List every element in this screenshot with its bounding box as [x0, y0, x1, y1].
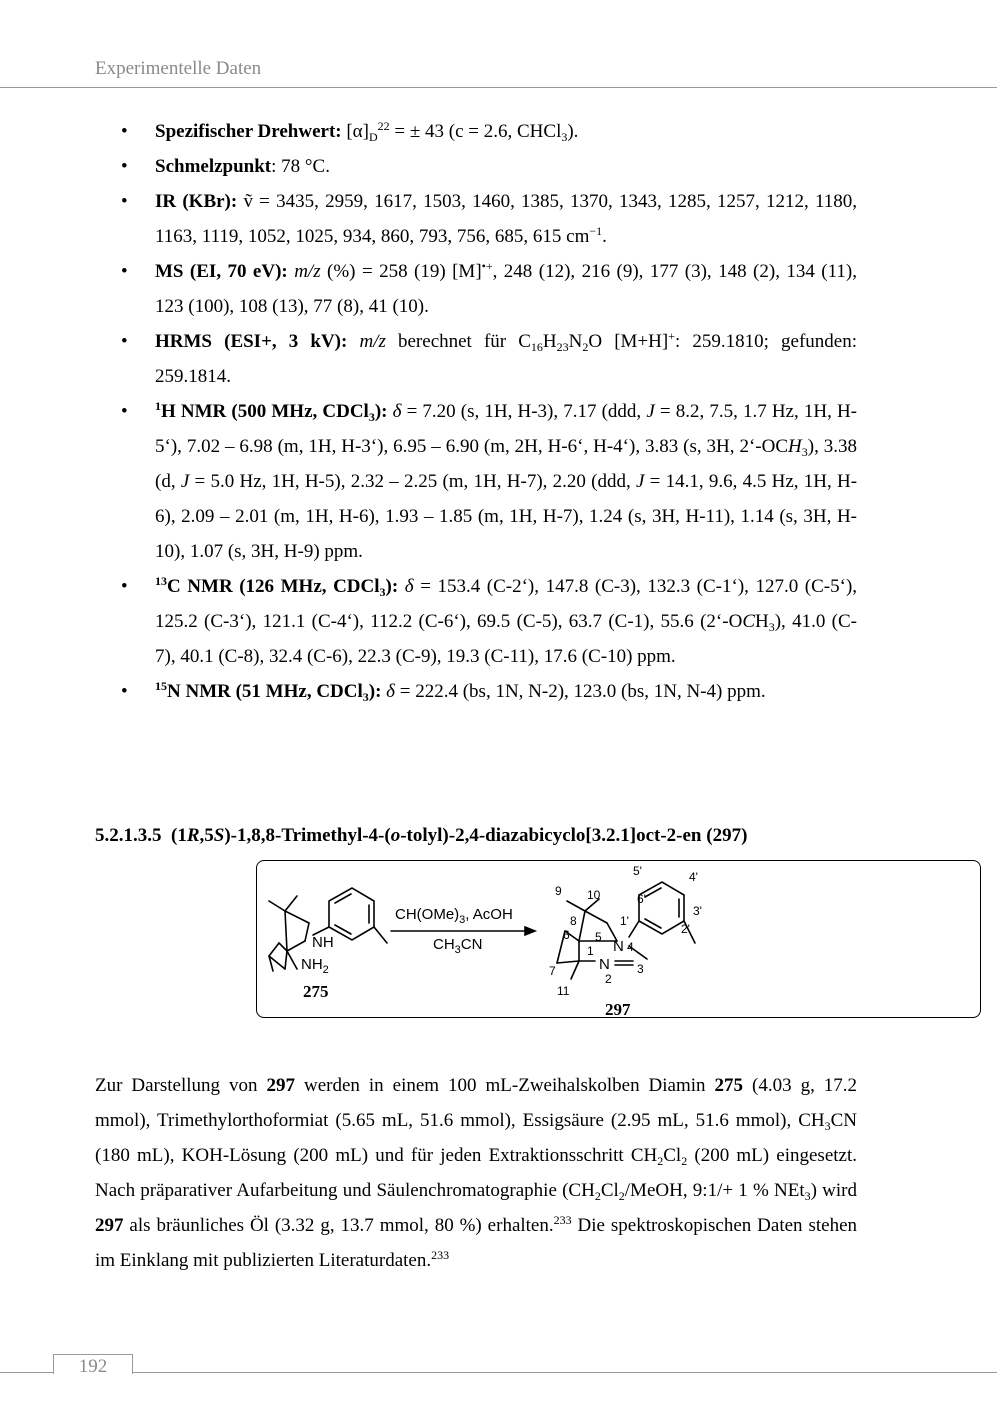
reference-233: 233: [431, 1248, 450, 1262]
ms-item: • MS (EI, 70 eV): m/z (%) = 258 (19) [M]•+, 248 (12), 216 (9), 177 (3), 148 (2), 134 (11), 123 (100), 108 (13), 77 (8), 41 (10).: [95, 254, 857, 324]
atom-n4: N: [613, 938, 624, 955]
locant-10: 10: [587, 888, 601, 902]
h-nmr-item: • $^1$H NMR (500 MHz, CDCl$_3$): δ = 7.20 (s, 1H, H-3), 7.17 (ddd, J = 8.2, 7.5, 1.7 Hz, 1H, H-5‘), 7.02 – 6.98 (m, 1H, H-3‘), 6.95 – 6.90 (m, 2H, H-6‘, H-4‘), 3.83 (s, 3H, $2‘-OCH_3$), 3.38 (d, J = 5.0 Hz, 1H, H-5), 2.32 – 2.25 (m, 1H, H-7), 2.20 (ddd, J = 14.1, 9.6, 4.5 Hz, 1H, H-6), 2.09 – 2.01 (m, 1H, H-6), 1.93 – 1.85 (m, 1H, H-7), 1.24 (s, 3H, H-11), 1.14 (s, 3H, H-10), 1.07 (s, 3H, H-9) ppm.: [95, 394, 857, 569]
page-number: 192: [53, 1354, 133, 1374]
analytical-data-list: [95, 114, 857, 709]
atom-n2: N: [599, 956, 610, 973]
product-label: 297: [605, 1000, 631, 1019]
header-rule: [0, 87, 997, 88]
hrms-item: • HRMS (ESI+, 3 kV): m/z berechnet für $C_{16}H_{23}N_2O$ [M+H]+: 259.1810; gefunden: 259.1814.: [95, 324, 857, 394]
procedure-paragraph: Zur Darstellung von 297 werden in einem 100 mL-Zweihalskolben Diamin 275 (4.03 g, 17.2 mmol), Trimethylorthoformiat (5.65 mL, 51.6 mmol), Essigsäure (2.95 mL, 51.6 mmol), $CH_3CN$ (180 mL), KOH-Lösung (200 mL) und für jeden Extraktionsschritt $CH_2Cl_2$ (200 mL) eingesetzt. Nach präparativer Aufarbeitung und Säulenchromatographie ($CH_2Cl_2$/MeOH, 9:1/+ 1 % NEt$_3$) wird 297 als bräunliches Öl (3.32 g, 13.7 mmol, 80 %) erhalten.$^{233}$ Die spektroskopischen Daten stehen im Einklang mit publizierten Literaturdaten.$^{233}$: [95, 1075, 858, 1271]
label: $^1$H NMR (500 MHz, CDCl$_3$):: [155, 399, 388, 424]
label: Schmelzpunkt: [155, 156, 272, 177]
ir-item: • IR (KBr): ṽ = 3435, 2959, 1617, 1503, 1460, 1385, 1370, 1343, 1285, 1257, 1212, 1180, 1163, 1119, 1052, 1025, 934, 860, 793, 756, 685, 615 $cm^{-1}$.: [95, 184, 857, 254]
locant-3prime: 3': [693, 904, 702, 918]
locant-2prime: 2': [681, 922, 690, 936]
reagent-bottom: $CH_3CN$: [433, 936, 483, 956]
locant-3: 3: [637, 962, 644, 976]
reagent-top: $CH(OMe)_3$, AcOH: [395, 906, 513, 926]
optical-rotation-item: • Spezifischer Drehwert: $[\alpha]_D^{22}$ = ± 43 (c = 2.6, CHCl$_3$).: [95, 114, 857, 149]
label: Spezifischer Drehwert:: [155, 121, 342, 142]
locant-4prime: 4': [689, 870, 698, 884]
locant-5: 5: [595, 930, 602, 944]
locant-9: 9: [555, 884, 562, 898]
locant-6prime: 6': [637, 892, 646, 906]
label: HRMS (ESI+, 3 kV):: [155, 331, 348, 352]
label: MS (EI, 70 eV):: [155, 261, 288, 282]
footer-rule: [0, 1372, 997, 1373]
label: $^{15}$N NMR (51 MHz, CDCl$_3$):: [155, 679, 382, 704]
label: IR (KBr):: [155, 191, 238, 212]
locant-1: 1: [587, 944, 594, 958]
reactant-label: 275: [303, 982, 329, 1001]
section-heading: 5.2.1.3.5 (1R,5S)-1,8,8-Trimethyl-4-(o-tolyl)-2,4-diazabicyclo[3.2.1]oct-2-en (297): [95, 825, 748, 846]
atom-nh2: $NH_2$: [301, 956, 329, 976]
locant-11: 11: [557, 984, 570, 998]
running-head: Experimentelle Daten: [95, 58, 262, 79]
melting-point-item: • Schmelzpunkt: 78 °C.: [95, 149, 857, 184]
locant-1prime: 1': [620, 914, 629, 928]
reference-233: 233: [553, 1213, 572, 1227]
locant-2: 2: [605, 972, 612, 986]
n-nmr-item: • $^{15}$N NMR (51 MHz, CDCl$_3$): δ = 222.4 (bs, 1N, N-2), 123.0 (bs, 1N, N-4) ppm.: [95, 674, 857, 709]
label: $^{13}$C NMR (126 MHz, CDCl$_3$):: [155, 574, 399, 599]
locant-8: 8: [570, 914, 577, 928]
c-nmr-item: • $^{13}$C NMR (126 MHz, CDCl$_3$): δ = 153.4 (C-2‘), 147.8 (C-3), 132.3 (C-1‘), 127.0 (C-5‘), 125.2 (C-3‘), 121.1 (C-4‘), 112.2 (C-6‘), 69.5 (C-5), 63.7 (C-1), 55.6 $(2‘-OCH_3)$, 41.0 (C-7), 40.1 (C-8), 32.4 (C-6), 22.3 (C-9), 19.3 (C-11), 17.6 (C-10) ppm.: [95, 569, 857, 674]
locant-7: 7: [549, 964, 556, 978]
reaction-scheme-drawing: [257, 861, 982, 1019]
reaction-scheme: [256, 860, 981, 1018]
locant-6: 6: [563, 928, 570, 942]
atom-nh: NH: [312, 934, 334, 951]
locant-5prime: 5': [633, 864, 642, 878]
locant-4: 4: [627, 940, 634, 954]
